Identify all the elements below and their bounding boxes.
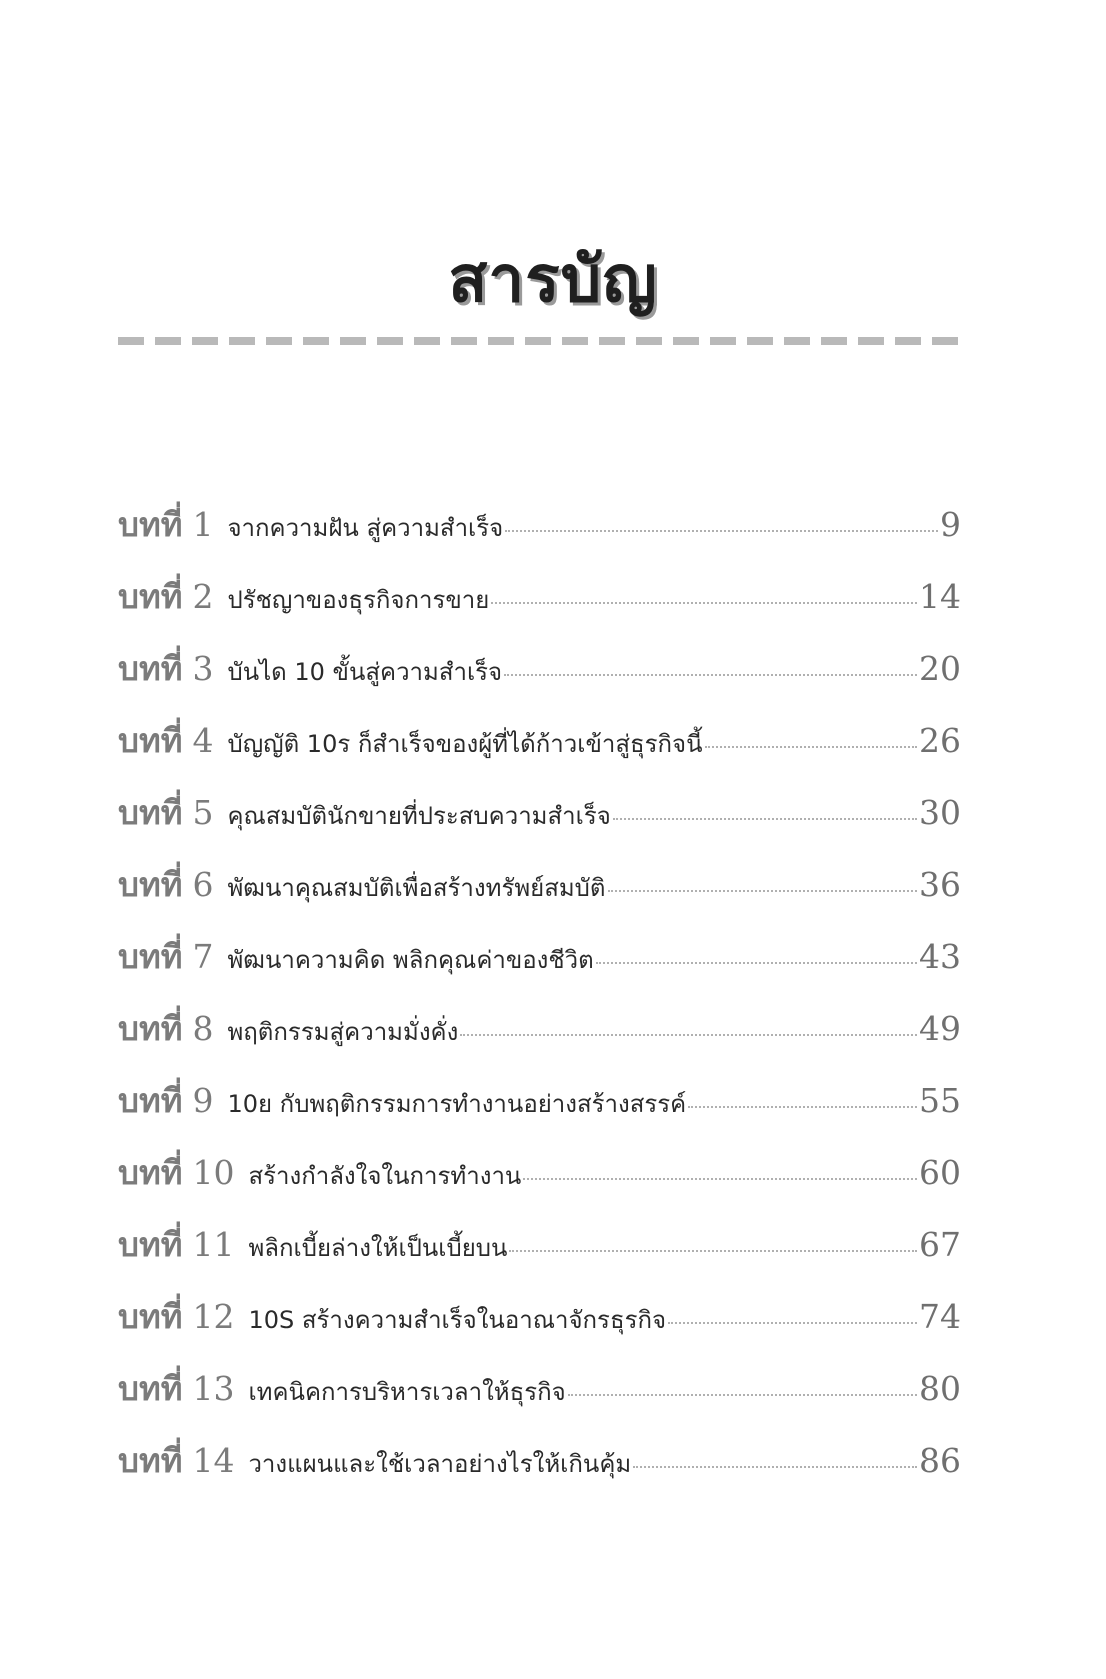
chapter-number: 10	[192, 1153, 235, 1192]
chapter-title: ปรัชญาของธุรกิจการขาย	[227, 586, 490, 614]
chapter-number: 5	[192, 793, 214, 832]
chapter-title: บัญญัติ 10ร ก็สำเร็จของผู้ที่ได้ก้าวเข้าสู่ธุรกิจนี้	[227, 730, 703, 758]
chapter-label: บทที่	[118, 721, 183, 760]
dot-leader	[568, 1394, 917, 1396]
toc-entry[interactable]	[118, 1434, 961, 1506]
chapter-title: สร้างกำลังใจในการทำงาน	[248, 1162, 522, 1190]
dot-leader	[668, 1322, 917, 1324]
page-number: 80	[919, 1369, 961, 1408]
chapter-number: 2	[192, 577, 214, 616]
chapter-label: บทที่	[118, 1009, 183, 1048]
dot-leader	[460, 1034, 917, 1036]
chapter-number: 12	[192, 1297, 235, 1336]
chapter-title: จากความฝัน สู่ความสำเร็จ	[227, 514, 504, 542]
chapter-title: พัฒนาความคิด พลิกคุณค่าของชีวิต	[227, 946, 594, 974]
toc-entry[interactable]	[118, 498, 961, 570]
page-number: 43	[919, 937, 961, 976]
chapter-number: 9	[192, 1081, 214, 1120]
chapter-label: บทที่	[118, 577, 183, 616]
page-number: 30	[919, 793, 961, 832]
toc-entry[interactable]	[118, 1146, 961, 1218]
chapter-label: บทที่	[118, 1081, 183, 1120]
page-number: 86	[919, 1441, 961, 1480]
chapter-title: เทคนิคการบริหารเวลาให้ธุรกิจ	[248, 1378, 566, 1406]
chapter-number: 11	[192, 1225, 235, 1264]
toc-entry[interactable]	[118, 1002, 961, 1074]
chapter-title: 10ย กับพฤติกรรมการทำงานอย่างสร้างสรรค์	[227, 1090, 687, 1118]
chapter-label: บทที่	[118, 1153, 183, 1192]
chapter-number: 4	[192, 721, 214, 760]
chapter-title: วางแผนและใช้เวลาอย่างไรให้เกินคุ้ม	[248, 1450, 632, 1478]
page-number: 55	[919, 1081, 961, 1120]
page-number: 9	[940, 505, 961, 544]
toc-entry[interactable]	[118, 1362, 961, 1434]
chapter-label: บทที่	[118, 937, 183, 976]
chapter-title: พฤติกรรมสู่ความมั่งคั่ง	[227, 1018, 459, 1046]
dot-leader	[705, 746, 917, 748]
toc-entry[interactable]	[118, 642, 961, 714]
table-of-contents	[118, 498, 961, 1506]
dot-leader	[504, 674, 917, 676]
toc-entry[interactable]	[118, 1218, 961, 1290]
toc-entry[interactable]	[118, 930, 961, 1002]
dot-leader	[491, 602, 917, 604]
dot-leader	[596, 962, 917, 964]
chapter-label: บทที่	[118, 1225, 183, 1264]
dot-leader	[613, 818, 917, 820]
chapter-title: พลิกเบี้ยล่างให้เป็นเบี้ยบน	[248, 1234, 508, 1262]
page-number: 20	[919, 649, 961, 688]
chapter-label: บทที่	[118, 505, 183, 544]
page-number: 36	[919, 865, 961, 904]
page-number: 67	[919, 1225, 961, 1264]
chapter-title: คุณสมบัตินักขายที่ประสบความสำเร็จ	[227, 802, 611, 830]
page-number: 14	[919, 577, 961, 616]
chapter-label: บทที่	[118, 865, 183, 904]
chapter-number: 1	[192, 505, 214, 544]
chapter-number: 14	[192, 1441, 235, 1480]
chapter-label: บทที่	[118, 1297, 183, 1336]
page-title: สารบัญ	[448, 243, 658, 317]
chapter-label: บทที่	[118, 793, 183, 832]
toc-entry[interactable]	[118, 858, 961, 930]
page-number: 26	[919, 721, 961, 760]
dot-leader	[633, 1466, 917, 1468]
page-number: 49	[919, 1009, 961, 1048]
chapter-label: บทที่	[118, 1441, 183, 1480]
page-number: 60	[919, 1153, 961, 1192]
dashed-divider	[118, 337, 961, 345]
dot-leader	[523, 1178, 917, 1180]
toc-entry[interactable]	[118, 1074, 961, 1146]
dot-leader	[505, 530, 938, 532]
chapter-label: บทที่	[118, 1369, 183, 1408]
chapter-title: พัฒนาคุณสมบัติเพื่อสร้างทรัพย์สมบัติ	[227, 874, 606, 902]
chapter-number: 6	[192, 865, 214, 904]
dot-leader	[509, 1250, 917, 1252]
dot-leader	[688, 1106, 917, 1108]
page-number: 74	[919, 1297, 961, 1336]
chapter-title: บันได 10 ขั้นสู่ความสำเร็จ	[227, 658, 503, 686]
chapter-label: บทที่	[118, 649, 183, 688]
chapter-number: 7	[192, 937, 214, 976]
chapter-number: 3	[192, 649, 214, 688]
toc-entry[interactable]	[118, 1290, 961, 1362]
chapter-number: 13	[192, 1369, 235, 1408]
toc-entry[interactable]	[118, 714, 961, 786]
dot-leader	[608, 890, 918, 892]
toc-entry[interactable]	[118, 786, 961, 858]
chapter-number: 8	[192, 1009, 214, 1048]
toc-entry[interactable]	[118, 570, 961, 642]
chapter-title: 10S สร้างความสำเร็จในอาณาจักรธุรกิจ	[248, 1306, 667, 1334]
